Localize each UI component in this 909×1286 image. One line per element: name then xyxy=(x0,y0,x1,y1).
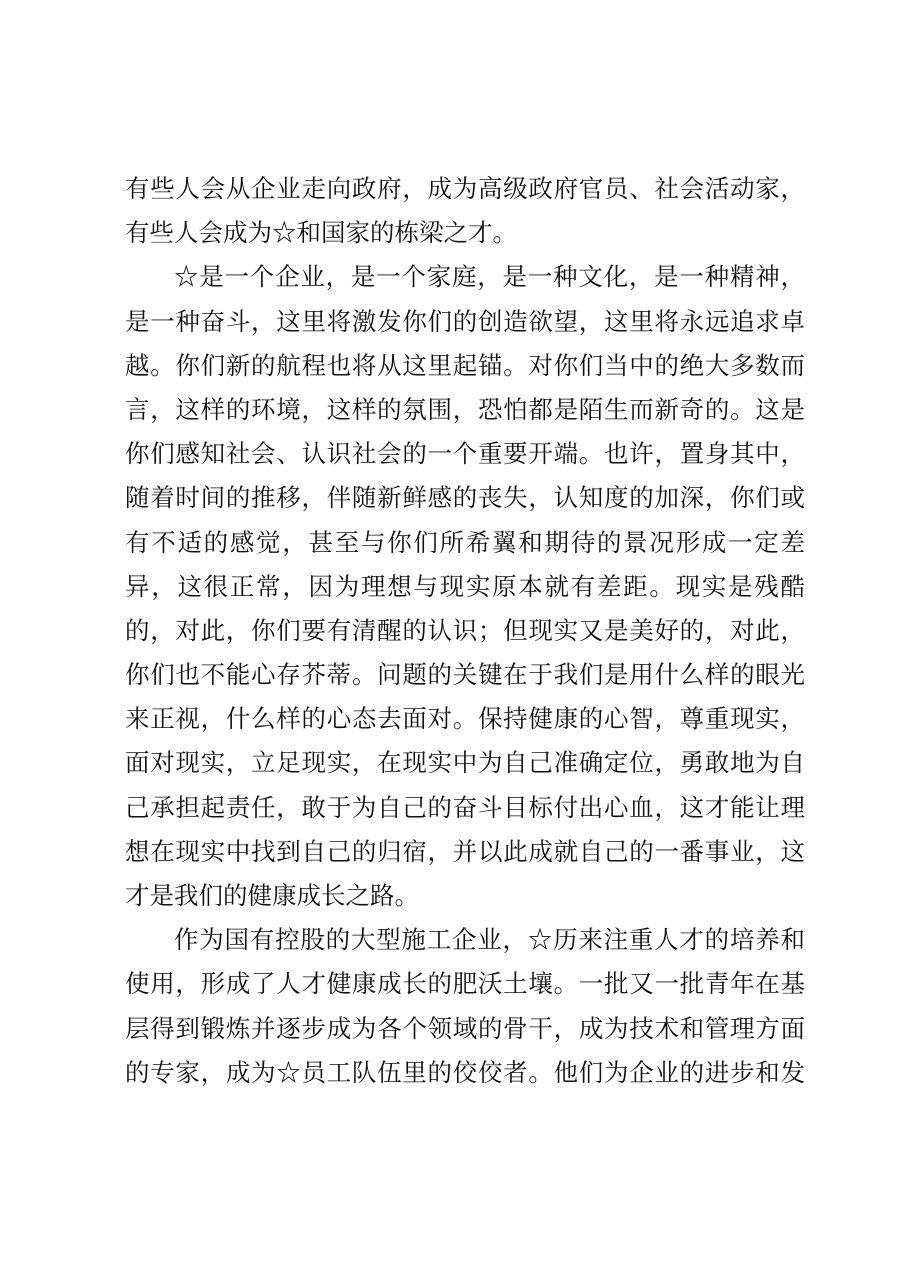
paragraph-line: 层得到锻炼并逐步成为各个领域的骨干，成为技术和管理方面 xyxy=(125,1013,805,1043)
paragraph-line: 的，对此，你们要有清醒的认识；但现实又是美好的，对此， xyxy=(125,615,805,645)
paragraph-line: 来正视，什么样的心态去面对。保持健康的心智，尊重现实， xyxy=(125,704,805,734)
paragraph-3 xyxy=(125,918,805,1095)
paragraph-line: 想在现实中找到自己的归宿，并以此成就自己的一番事业，这 xyxy=(125,836,805,866)
paragraph-line: 言，这样的环境，这样的氛围，恐怕都是陌生而新奇的。这是 xyxy=(125,394,805,424)
paragraph-line: 作为国有控股的大型施工企业，☆历来注重人才的培养和 xyxy=(174,925,805,955)
paragraph-line: 你们也不能心存芥蒂。问题的关键在于我们是用什么样的眼光 xyxy=(125,660,805,690)
paragraph-line: 才是我们的健康成长之路。 xyxy=(125,881,419,910)
paragraph-line: 有不适的感觉，甚至与你们所希翼和期待的景况形成一定差 xyxy=(125,527,805,557)
paragraph-line: 有些人会成为☆和国家的栋梁之才。 xyxy=(125,218,517,248)
paragraph-line: 使用，形成了人才健康成长的肥沃土壤。一批又一批青年在基 xyxy=(125,969,805,999)
paragraph-line: 是一种奋斗，这里将激发你们的创造欲望，这里将永远追求卓 xyxy=(125,306,805,336)
paragraph-line: 越。你们新的航程也将从这里起锚。对你们当中的绝大多数而 xyxy=(125,350,805,380)
paragraph-line: 异，这很正常，因为理想与现实原本就有差距。现实是残酷 xyxy=(125,571,805,601)
document-body xyxy=(125,167,805,1095)
paragraph-line: 你们感知社会、认识社会的一个重要开端。也许，置身其中， xyxy=(125,439,805,469)
paragraph-line: 己承担起责任，敢于为自己的奋斗目标付出心血，这才能让理 xyxy=(125,792,805,822)
paragraph-line: ☆是一个企业，是一个家庭，是一种文化，是一种精神， xyxy=(174,262,805,292)
paragraph-1 xyxy=(125,167,805,255)
paragraph-2 xyxy=(125,255,805,918)
paragraph-line: 面对现实，立足现实，在现实中为自己准确定位，勇敢地为自 xyxy=(125,748,805,778)
paragraph-line: 随着时间的推移，伴随新鲜感的丧失，认知度的加深，你们或 xyxy=(125,483,805,513)
paragraph-line: 的专家，成为☆员工队伍里的佼佼者。他们为企业的进步和发 xyxy=(125,1057,805,1087)
paragraph-line: 有些人会从企业走向政府，成为高级政府官员、社会活动家， xyxy=(125,174,805,203)
